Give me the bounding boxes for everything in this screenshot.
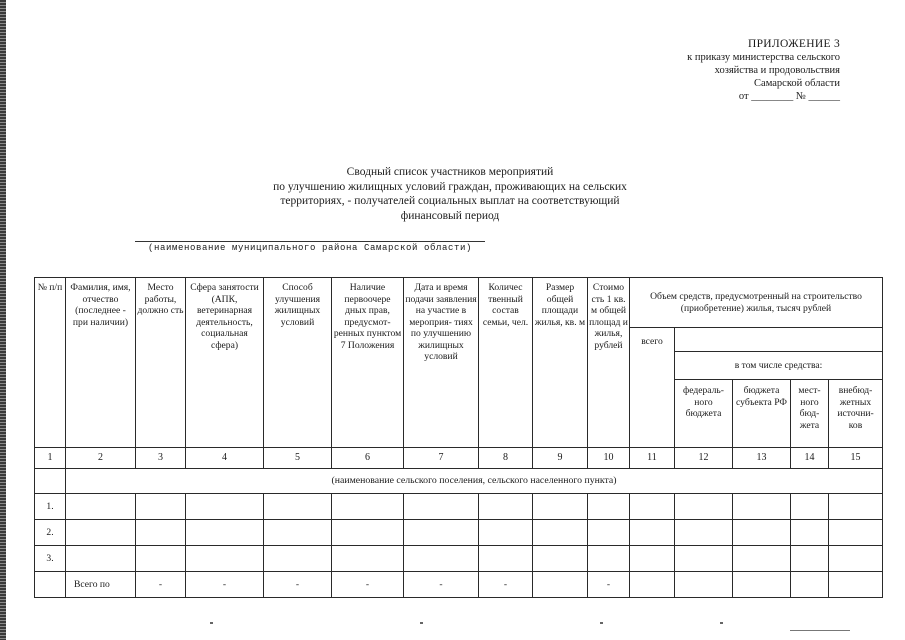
settlement-row <box>35 469 883 494</box>
dash-cell: - <box>479 572 533 598</box>
column-number: 10 <box>588 448 630 469</box>
table-cell <box>630 520 675 546</box>
table-cell <box>533 494 588 520</box>
table-cell <box>186 546 264 572</box>
district-caption: (наименование муниципального района Самарской области) <box>135 241 485 253</box>
table-cell <box>733 494 791 520</box>
table-cell <box>829 520 883 546</box>
table-cell <box>332 494 404 520</box>
scan-binding-edge <box>0 0 6 640</box>
settlement-caption: (наименование сельского поселения, сельского населенного пункта) <box>66 469 883 494</box>
table-cell <box>35 572 66 598</box>
title-line: территориях, - получателей социальных выплат на соответствующий <box>280 195 620 207</box>
table-row <box>35 520 883 546</box>
table-cell <box>332 546 404 572</box>
column-number: 2 <box>66 448 136 469</box>
header-local-budget: мест- ного бюд- жета <box>791 380 829 448</box>
header-price-per-m2: Стоимо сть 1 кв. м общей площад и жилья, рублей <box>588 278 630 448</box>
table-cell <box>404 520 479 546</box>
total-row <box>35 572 883 598</box>
document-title <box>230 165 670 223</box>
row-number: 1. <box>35 494 66 520</box>
header-improvement-method: Способ улучшения жилищных условий <box>264 278 332 448</box>
column-number: 13 <box>733 448 791 469</box>
column-number: 3 <box>136 448 186 469</box>
table-cell <box>264 494 332 520</box>
column-number: 5 <box>264 448 332 469</box>
table-cell <box>675 572 733 598</box>
column-number: 15 <box>829 448 883 469</box>
table-cell <box>533 546 588 572</box>
header-full-name: Фамилия, имя, отчество (последнее - при наличии) <box>66 278 136 448</box>
column-number: 14 <box>791 448 829 469</box>
table-cell <box>479 546 533 572</box>
header-application-date: Дата и время подачи заявления на участие в мероприя- тиях по улучшению жилищных условий <box>404 278 479 448</box>
table-cell <box>533 572 588 598</box>
table-row <box>35 546 883 572</box>
table-cell <box>186 520 264 546</box>
table-cell <box>733 572 791 598</box>
column-number: 12 <box>675 448 733 469</box>
header-total: всего <box>630 328 675 448</box>
column-numbers-row <box>35 448 883 469</box>
dash-cell: - <box>332 572 404 598</box>
row-number: 2. <box>35 520 66 546</box>
table-cell <box>264 546 332 572</box>
table-cell <box>136 520 186 546</box>
table-cell <box>66 520 136 546</box>
column-number: 1 <box>35 448 66 469</box>
participants-table <box>34 277 883 598</box>
table-row <box>35 494 883 520</box>
title-line: финансовый период <box>400 209 500 222</box>
table-cell <box>332 520 404 546</box>
dash-cell: - <box>136 572 186 598</box>
header-including: в том числе средства: <box>675 352 883 380</box>
table-cell <box>66 494 136 520</box>
header-number: № п/п <box>35 278 66 448</box>
header-federal-budget: федераль- ного бюджета <box>675 380 733 448</box>
column-number: 4 <box>186 448 264 469</box>
dash-cell: - <box>588 572 630 598</box>
table-cell <box>588 546 630 572</box>
table-cell <box>733 546 791 572</box>
appendix-line: к приказу министерства сельского <box>687 52 840 63</box>
column-number: 7 <box>404 448 479 469</box>
appendix-block <box>600 38 840 103</box>
row-number: 3. <box>35 546 66 572</box>
table-cell <box>630 572 675 598</box>
table-cell <box>479 494 533 520</box>
appendix-heading: ПРИЛОЖЕНИЕ 3 <box>747 38 840 50</box>
dash-cell: - <box>264 572 332 598</box>
header-regional-budget: бюджета субъекта РФ <box>733 380 791 448</box>
column-number: 8 <box>479 448 533 469</box>
table-cell <box>588 494 630 520</box>
table-cell <box>66 546 136 572</box>
table-cell <box>186 494 264 520</box>
appendix-line: Самарской области <box>754 78 840 89</box>
table-cell <box>675 546 733 572</box>
column-number: 9 <box>533 448 588 469</box>
header-blank-cell <box>675 328 883 352</box>
appendix-line: от ________ № ______ <box>738 91 840 102</box>
header-extrabudgetary: внебюд- жетных источни- ков <box>829 380 883 448</box>
table-cell <box>479 520 533 546</box>
table-cell <box>588 520 630 546</box>
header-employment-sphere: Сфера занятости (АПК, ветеринарная деятельность, социальная сфера) <box>186 278 264 448</box>
header-family-size: Количес твенный состав семьи, чел. <box>479 278 533 448</box>
table-cell <box>675 494 733 520</box>
title-line: Сводный список участников мероприятий <box>346 166 554 178</box>
table-cell <box>404 494 479 520</box>
table-cell <box>136 494 186 520</box>
table-cell <box>533 520 588 546</box>
table-cell <box>630 546 675 572</box>
table-cell <box>791 546 829 572</box>
table-cell <box>791 520 829 546</box>
title-line: по улучшению жилищных условий граждан, проживающих на сельских <box>273 180 627 193</box>
column-number: 6 <box>332 448 404 469</box>
footer-rule <box>790 630 850 631</box>
table-cell <box>675 520 733 546</box>
header-area: Размер общей площади жилья, кв. м <box>533 278 588 448</box>
table-cell <box>791 572 829 598</box>
table-cell <box>264 520 332 546</box>
table-cell <box>829 572 883 598</box>
total-label: Всего по <box>66 572 136 598</box>
table-cell <box>136 546 186 572</box>
dash-cell: - <box>186 572 264 598</box>
header-workplace: Место работы, должно сть <box>136 278 186 448</box>
scan-specks <box>0 618 905 640</box>
table-cell <box>791 494 829 520</box>
table-cell <box>404 546 479 572</box>
table-cell <box>733 520 791 546</box>
header-volume-of-funds: Объем средств, предусмотренный на строительство (приобретение) жилья, тысяч рублей <box>630 278 883 328</box>
dash-cell: - <box>404 572 479 598</box>
table-cell <box>829 494 883 520</box>
table-cell <box>829 546 883 572</box>
settlement-spacer-cell <box>35 469 66 494</box>
appendix-line: хозяйства и продовольствия <box>714 65 840 76</box>
header-priority-rights: Наличие первоочере дных прав, предусмот- ренных пунктом 7 Положения <box>332 278 404 448</box>
column-number: 11 <box>630 448 675 469</box>
table-cell <box>630 494 675 520</box>
